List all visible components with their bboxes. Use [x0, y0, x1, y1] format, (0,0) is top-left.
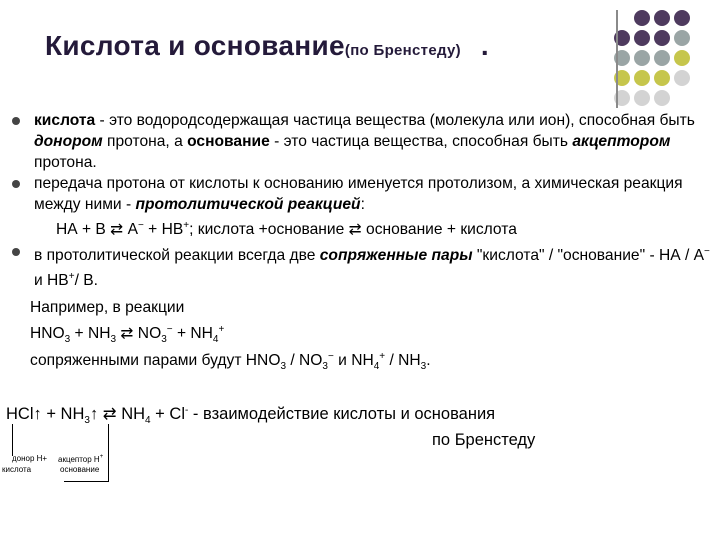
donor-arrow-line	[12, 424, 13, 456]
label-base: основание	[60, 465, 100, 474]
acceptor-arrow-line	[108, 424, 109, 482]
decorative-dot	[654, 10, 670, 26]
decorative-dot	[634, 70, 650, 86]
bullet-marker	[12, 180, 20, 188]
decorative-dot	[654, 50, 670, 66]
decorative-dot	[634, 10, 650, 26]
title-subtitle: (по Бренстеду)	[344, 42, 461, 59]
bullet-marker	[12, 117, 20, 125]
decorative-vertical-line	[616, 10, 618, 108]
decorative-dot	[654, 70, 670, 86]
decorative-dot	[654, 30, 670, 46]
label-donor: донор Н+	[12, 454, 48, 463]
bullet-marker	[12, 248, 20, 256]
example-intro: Например, в реакции	[30, 299, 185, 316]
decorative-dot	[674, 10, 690, 26]
slide-title	[45, 30, 489, 62]
decorative-dot	[654, 90, 670, 106]
decorative-dot	[634, 30, 650, 46]
title-period: .	[480, 30, 490, 61]
label-acceptor: акцептор Н+	[58, 454, 104, 464]
bullet-conjugate-pairs: в протолитической реакции всегда две сопряженные пары "кислота" / "основание" - НА / А− и НВ+/ В.	[12, 241, 712, 291]
bullet-acid-base-definition: кислота - это водородсодержащая частица вещества (молекула или ион), способная быть донором протона, а основание - это частица вещества, способная быть акцептором протона.	[12, 110, 712, 173]
decorative-dot	[634, 90, 650, 106]
bullet-protolysis: передача протона от кислоты к основанию именуется протолизом, а химическая реакция между ними - протолитической реакцией:	[12, 173, 712, 215]
bullet-list	[12, 110, 712, 291]
example-equation: $HNO_3 + NH_3$ ⇄ $NO_3^- + NH_4^+$	[30, 324, 225, 345]
acceptor-arrow-base	[64, 481, 109, 482]
equation-general: НА + В ⇄ А− + НВ+; кислота +основание ⇄ основание + кислота	[56, 220, 517, 238]
decorative-dot	[674, 30, 690, 46]
decorative-dot	[674, 50, 690, 66]
label-acid: кислота	[2, 465, 32, 474]
decorative-dot	[674, 70, 690, 86]
reaction-caption: по Бренстеду	[432, 431, 536, 449]
example-conjugate-pairs: сопряженными парами будут $HNO_3 / NO_3^-$ и $NH_4^+ / NH_3$.	[30, 351, 431, 372]
reaction-equation: HCl↑ + $NH_3↑$ ⇄ $NH_4 + Cl^-$ - взаимодействие кислоты и основания	[6, 405, 496, 426]
title-main: Кислота и основание	[45, 30, 345, 61]
decorative-dot	[634, 50, 650, 66]
